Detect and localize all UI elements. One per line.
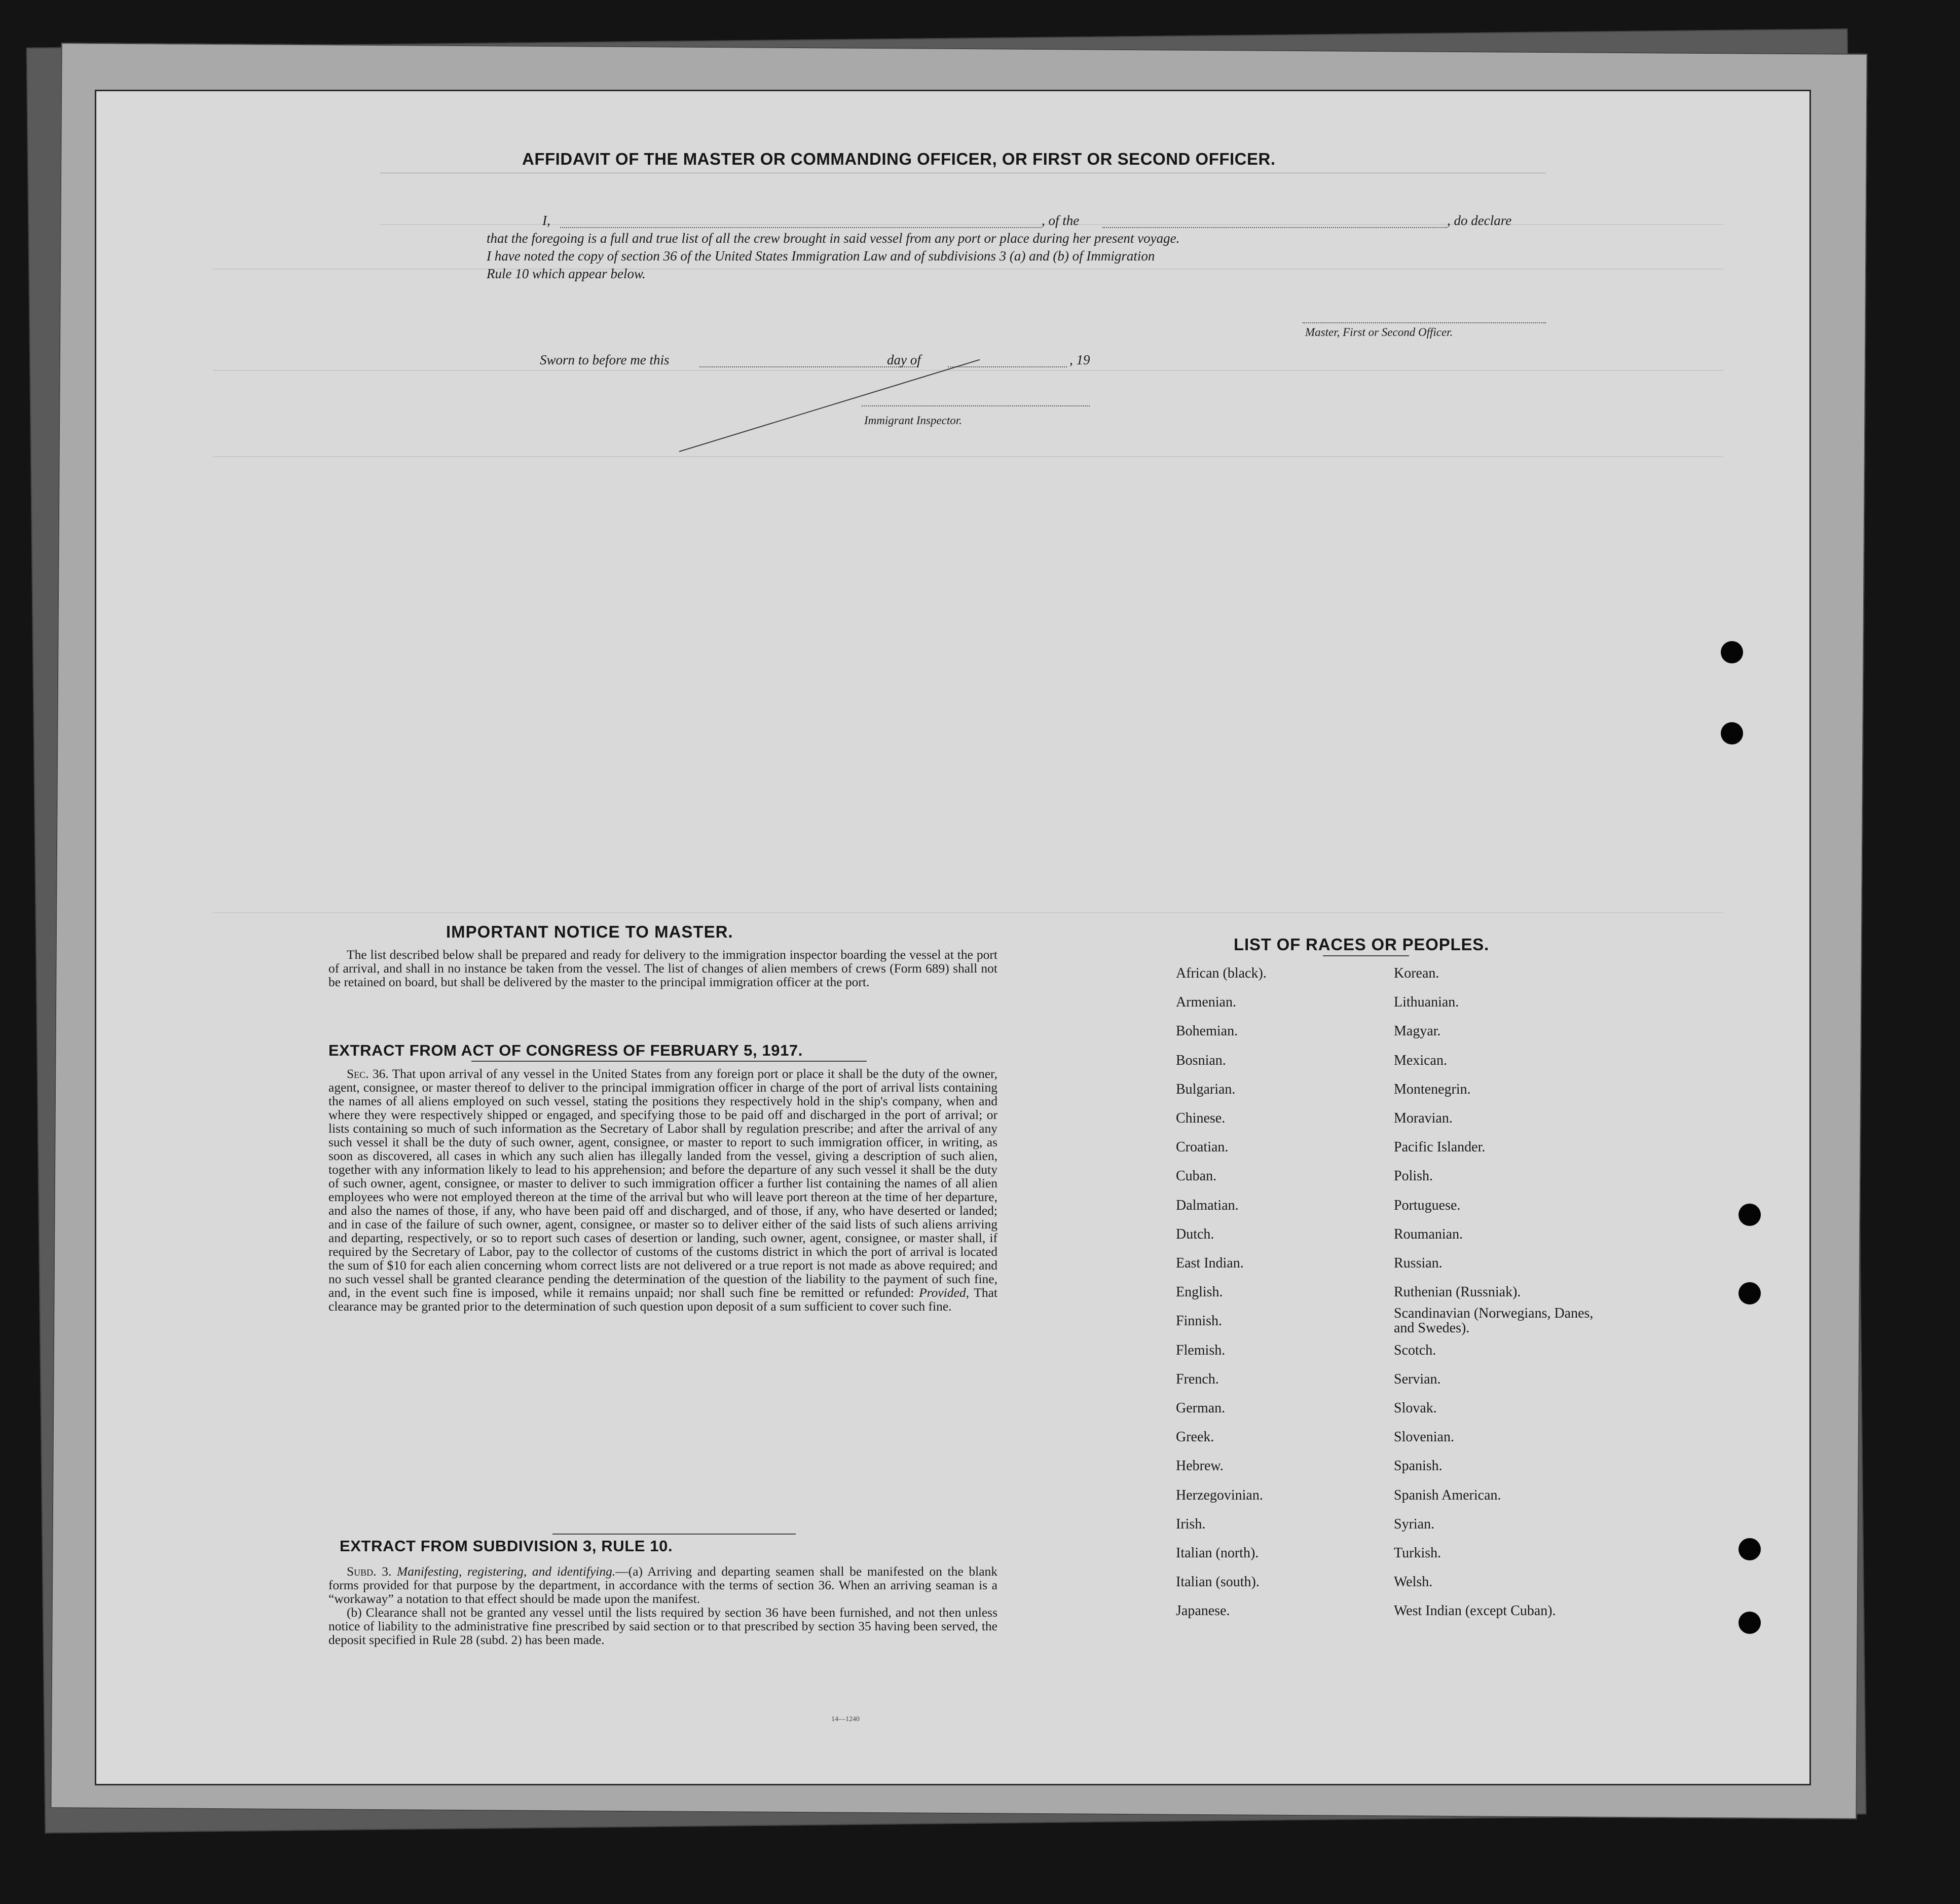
race-item: French.: [1176, 1371, 1219, 1387]
race-item: Turkish.: [1394, 1545, 1441, 1561]
race-item: Bulgarian.: [1176, 1081, 1236, 1097]
race-item: Irish.: [1176, 1516, 1206, 1532]
affidavit-line-4: Rule 10 which appear below.: [487, 266, 646, 281]
race-item: Hebrew.: [1176, 1458, 1224, 1474]
notice-text: The list described below shall be prepared and ready for delivery to the immigration inspector boarding the vessel at the port of arrival, and shall in no instance be taken from the vessel. The list of changes of alien members of crews (Form 689) shall not be retained on board, but shall be delivered by the master to the principal immigration officer at the port.: [328, 947, 997, 989]
race-item: Greek.: [1176, 1429, 1214, 1445]
race-item: Flemish.: [1176, 1342, 1226, 1358]
race-item: Herzegovinian.: [1176, 1487, 1263, 1503]
day-of-text: day of: [887, 352, 921, 367]
act-rule: [471, 1061, 867, 1062]
year-text: , 19: [1069, 352, 1090, 367]
act-paragraph: [328, 1067, 997, 1313]
subd-a-text: —(a) Arriving and departing seamen shall be manifested on the blank forms provided for that purpose by the department, in accordance with the terms of section 36. When an arriving seaman is a “workaway” a notation to that effect should be made upon the manifest.: [328, 1564, 998, 1606]
vessel-blank: [1102, 227, 1447, 228]
race-item: Lithuanian.: [1394, 994, 1459, 1011]
month-blank: [948, 366, 1067, 367]
race-item: Korean.: [1394, 965, 1439, 981]
race-item: Dalmatian.: [1176, 1197, 1239, 1213]
race-item: Roumanian.: [1394, 1226, 1463, 1242]
affidavit-line-2: that the foregoing is a full and true list of all the crew brought in said vessel from any port or place during her present voyage.: [487, 231, 1180, 246]
subd-heading: Manifesting, registering, and identifying.: [397, 1564, 616, 1579]
race-item: Croatian.: [1176, 1139, 1229, 1155]
punch-hole: [1739, 1612, 1761, 1634]
race-item: Japanese.: [1176, 1603, 1230, 1619]
race-item: Polish.: [1394, 1168, 1433, 1184]
day-blank: [699, 366, 917, 367]
race-item: Slovenian.: [1394, 1429, 1454, 1445]
race-item: Welsh.: [1394, 1574, 1433, 1590]
act-text: That upon arrival of any vessel in the United States from any foreign port or place it shall be the duty of the owner, agent, consignee, or master thereof to deliver to the principal immigration officer in charge of the port of arrival lists containing the names of all aliens employed on such vessel, stating the positions they respectively hold in the ship's company, when and where they were respectively shipped or engaged, and specifying those to be paid off and discharged in the port of arrival; or lists containing so much of such information as the Secretary of Labor shall by regulation prescribe; and after the arrival of any such vessel it shall be the duty of such owner, agent, consignee, or master to report to such immigration officer, in writing, as soon as discovered, all cases in which any such alien has illegally landed from the vessel, giving a description of such alien, together with any information likely to lead to his apprehension; and before the departure of any such vessel it shall be the duty of such owner, agent, consignee, or master to deliver to such immigration officer a further list containing the names of all alien employees who were not employed thereon at the time of the arrival but who will leave port thereon at the time of her departure, and also the names of those, if any, who have been paid off and discharged, and of those, if any, who have deserted or landed; and in case of the failure of such owner, agent, consignee, or master so to deliver either of the said lists of such aliens arriving and departing, respectively, or so to report such cases of desertion or landing, such owner, agent, consignee, or master shall, if required by the Secretary of Labor, pay to the collector of customs of the customs district in which the port of arrival is located the sum of $10 for each alien concerning whom correct lists are not delivered or a true report is not made as above required; and no such vessel shall be granted clearance pending the determination of the question of the liability to the payment of such fine, and, in the event such fine is imposed, while it remains unpaid; nor shall such fine be remitted or refunded:: [328, 1066, 998, 1300]
race-item: Italian (south).: [1176, 1574, 1260, 1590]
notice-paragraph: [328, 948, 997, 989]
races-right-column: [1394, 959, 1597, 1626]
race-item: Portuguese.: [1394, 1197, 1461, 1213]
affidavit-line-3: I have noted the copy of section 36 of the United States Immigration Law and of subdivisions 3 (a) and (b) of Immigration: [487, 248, 1155, 264]
race-item: Montenegrin.: [1394, 1081, 1471, 1097]
inspector-signature-line: [862, 405, 1090, 406]
rule-separator: [552, 1534, 796, 1535]
rule-paragraphs: [328, 1564, 997, 1647]
name-blank: [560, 227, 1042, 228]
race-item: Magyar.: [1394, 1023, 1441, 1039]
race-item: Slovak.: [1394, 1400, 1437, 1416]
races-left-column: [1176, 959, 1267, 1626]
punch-hole: [1739, 1204, 1761, 1226]
race-item: Pacific Islander.: [1394, 1139, 1486, 1155]
race-item: African (black).: [1176, 965, 1267, 981]
race-item: Cuban.: [1176, 1168, 1217, 1184]
races-title: LIST OF RACES OR PEOPLES.: [1234, 935, 1490, 954]
act-text-end: That clearance may be granted prior to the determination of such question upon deposit of a sum sufficient to cover such fine.: [328, 1285, 997, 1314]
race-item: Russian.: [1394, 1255, 1443, 1272]
affidavit-of-the: , of the: [1042, 213, 1080, 228]
affidavit-declare: , do declare: [1447, 213, 1512, 228]
race-item: Scandinavian (Norwegians, Danes, and Swedes).: [1394, 1305, 1594, 1336]
sworn-text: Sworn to before me this: [540, 352, 670, 367]
master-signature-label: Master, First or Second Officer.: [1305, 326, 1453, 339]
punch-hole: [1739, 1538, 1761, 1560]
act-title: EXTRACT FROM ACT OF CONGRESS OF FEBRUARY 5, 1917.: [328, 1041, 803, 1059]
race-item: East Indian.: [1176, 1255, 1244, 1272]
race-item: Mexican.: [1394, 1052, 1447, 1068]
subd-label: Subd. 3.: [347, 1564, 392, 1579]
sec-label: Sec. 36.: [347, 1066, 389, 1081]
race-item: Ruthenian (Russniak).: [1394, 1284, 1521, 1300]
affidavit-title: AFFIDAVIT OF THE MASTER OR COMMANDING OFFICER, OR FIRST OR SECOND OFFICER.: [522, 150, 1276, 168]
punch-hole: [1721, 641, 1743, 663]
affidavit-i: I,: [542, 213, 550, 228]
provided-word: Provided,: [919, 1285, 969, 1300]
master-signature-line: [1303, 322, 1546, 323]
punch-hole: [1721, 722, 1743, 744]
race-item: Bosnian.: [1176, 1052, 1226, 1068]
race-item: Syrian.: [1394, 1516, 1435, 1532]
race-item: Chinese.: [1176, 1110, 1226, 1127]
race-item: Dutch.: [1176, 1226, 1214, 1242]
notice-title: IMPORTANT NOTICE TO MASTER.: [446, 922, 733, 941]
race-item: Spanish American.: [1394, 1487, 1501, 1503]
race-item: Servian.: [1394, 1371, 1441, 1387]
race-item: Scotch.: [1394, 1342, 1436, 1358]
race-item: Moravian.: [1394, 1110, 1453, 1127]
race-item: English.: [1176, 1284, 1223, 1300]
race-item: German.: [1176, 1400, 1226, 1416]
race-item: Finnish.: [1176, 1313, 1223, 1329]
punch-hole: [1739, 1282, 1761, 1304]
form-number: 14—1240: [831, 1715, 860, 1723]
rule-title: EXTRACT FROM SUBDIVISION 3, RULE 10.: [340, 1537, 673, 1555]
race-item: Bohemian.: [1176, 1023, 1238, 1039]
inspector-label: Immigrant Inspector.: [864, 414, 962, 427]
subd-b-text: (b) Clearance shall not be granted any vessel until the lists required by section 36 have been furnished, and not then unless notice of liability to the administrative fine prescribed by said section or to that prescribed by section 35 having been served, the deposit specified in Rule 28 (subd. 2) has been made.: [328, 1605, 997, 1647]
race-item: Spanish.: [1394, 1458, 1443, 1474]
races-rule: [1323, 955, 1409, 956]
race-item: Italian (north).: [1176, 1545, 1259, 1561]
document-page: [96, 91, 1809, 1784]
race-item: West Indian (except Cuban).: [1394, 1603, 1556, 1619]
race-item: Armenian.: [1176, 994, 1236, 1011]
